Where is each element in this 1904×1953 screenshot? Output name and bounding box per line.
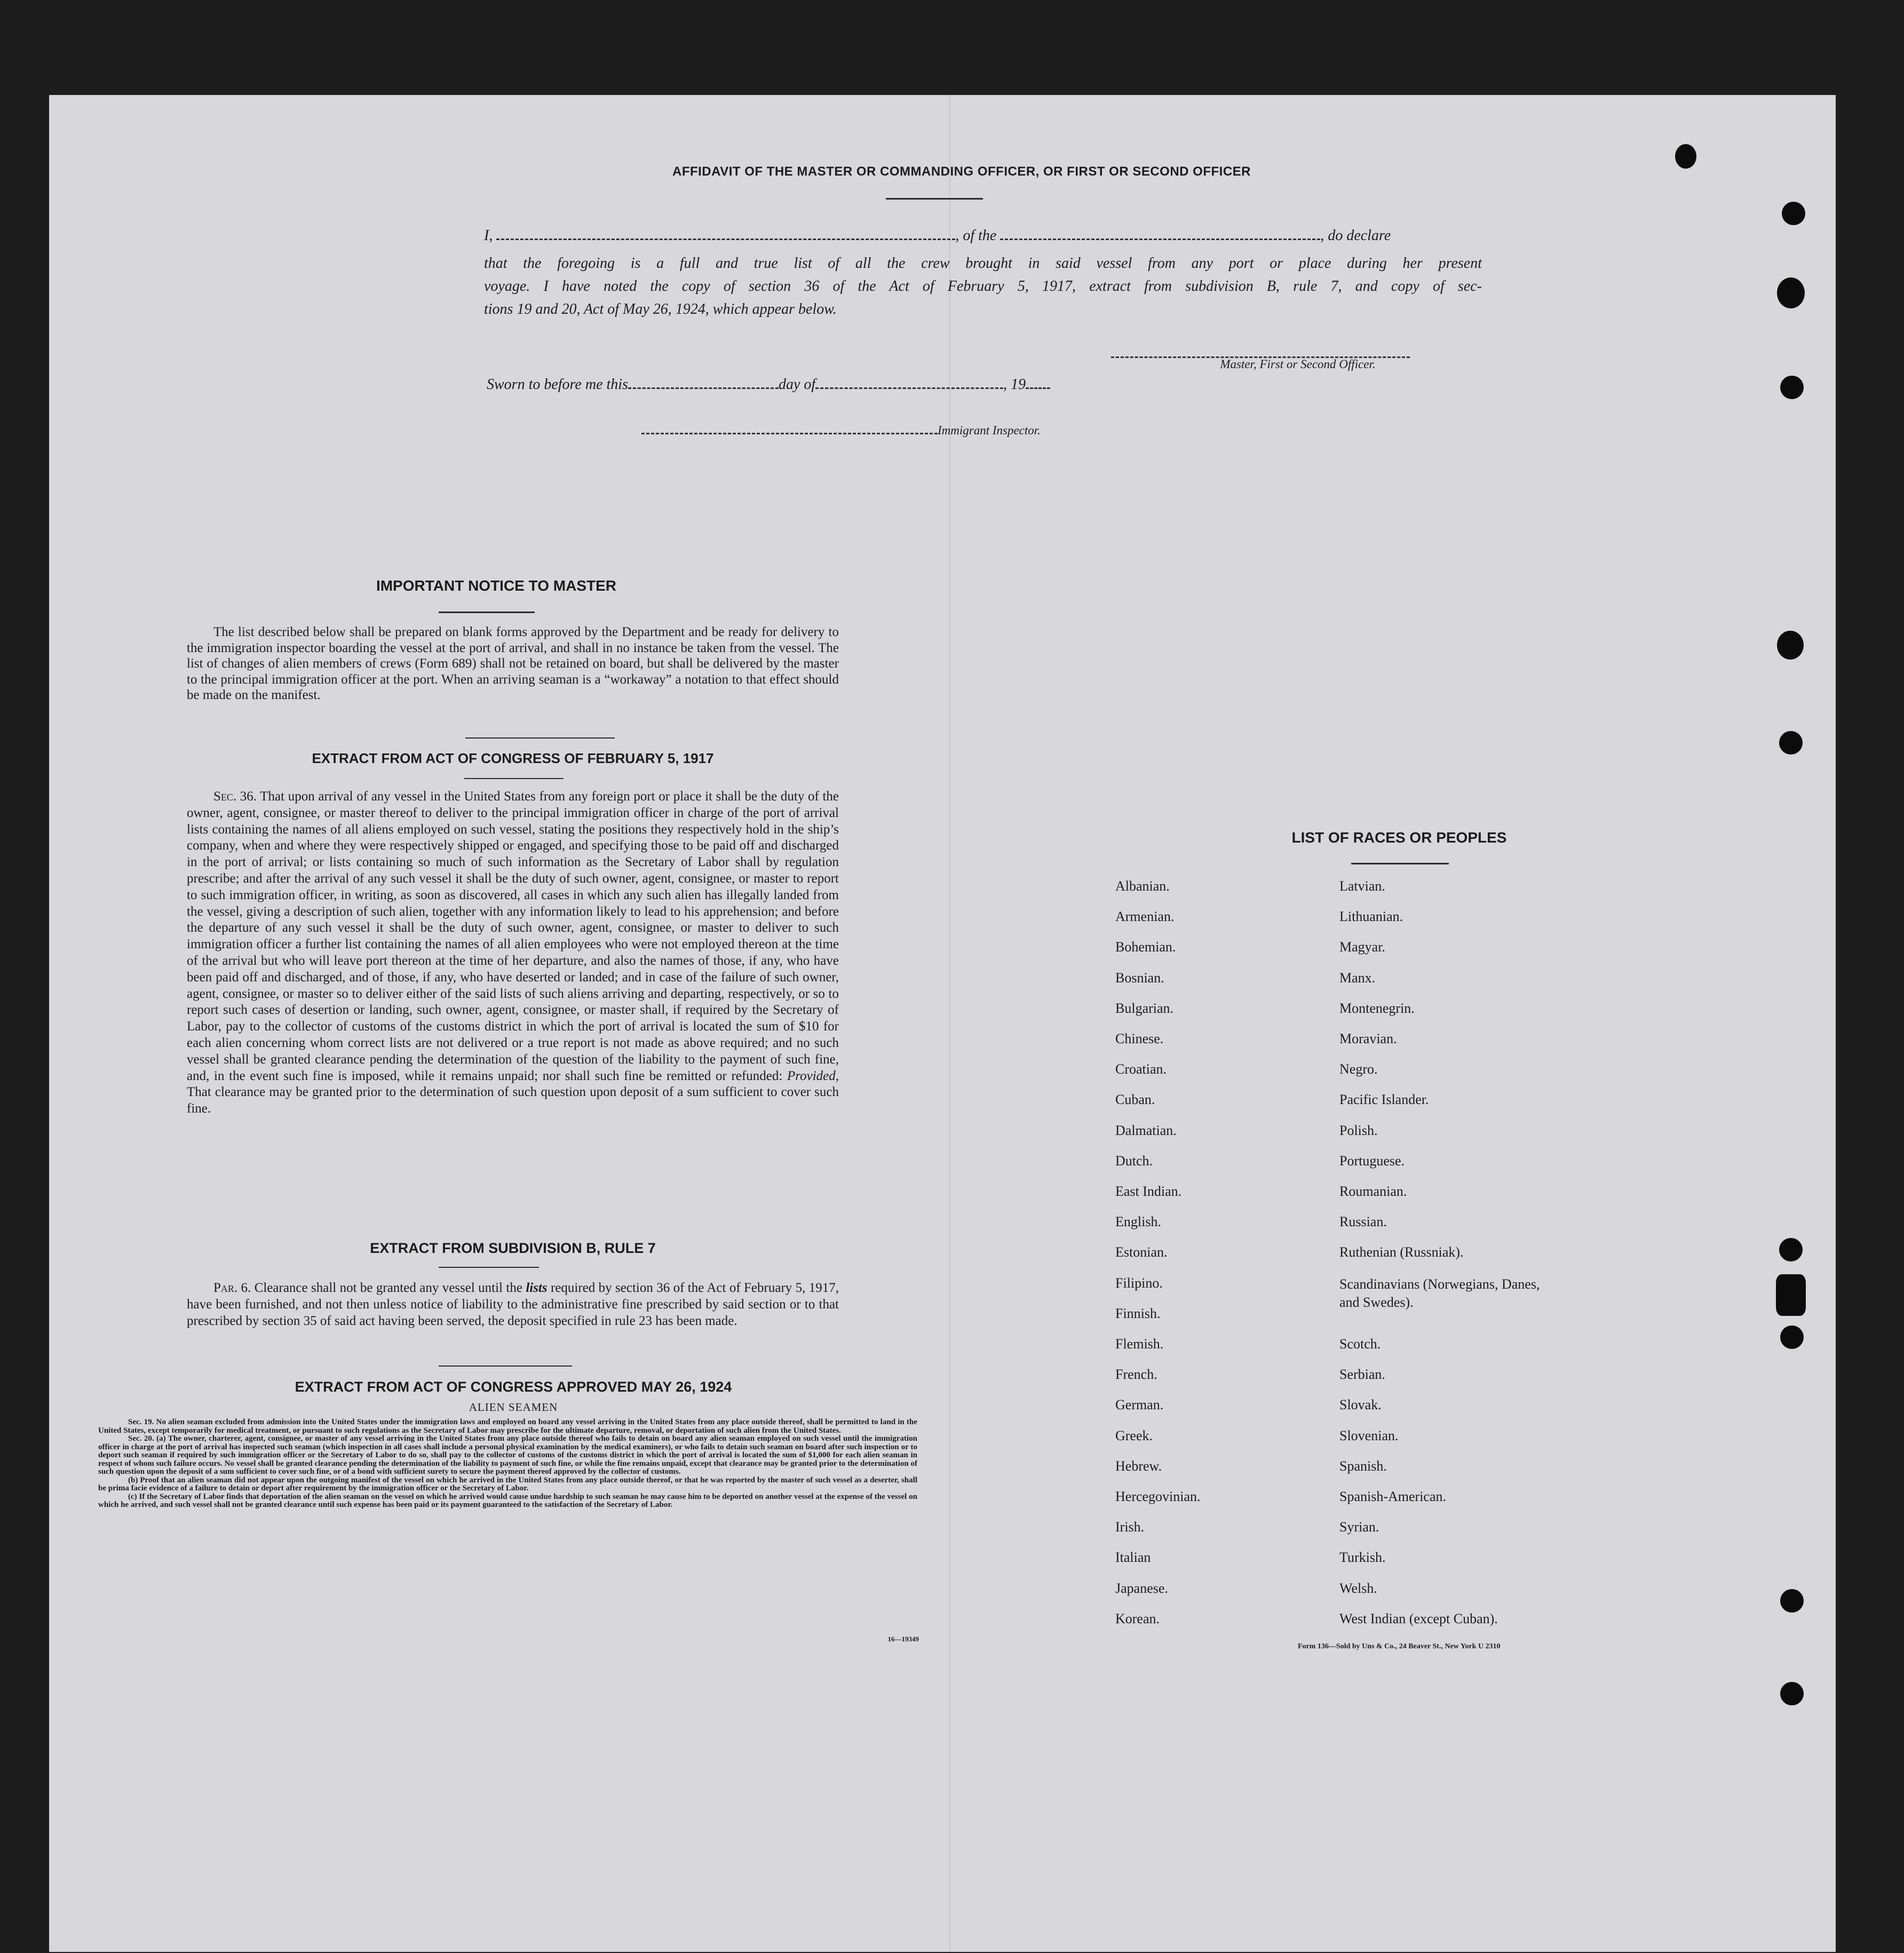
sec-36-text-a: That upon arrival of any vessel in the United States from any foreign port or place it shall be the duty of the owner, agent, consignee, or master thereof to deliver to the principal immigration officer in charge of the port of arrival lists containing the names of all aliens employed on such vessel, stating the positions they respectively hold in the ship’s company, when and where they were respectively shipped or engaged, and specifying those to be paid off and discharged in the port of arrival; or lists containing so much of such information as the Secretary of Labor shall by regulation prescribe; and after the arrival of any such vessel it shall be the duty of such owner, agent, consignee, or master to report to such immigration officer, in writing, as soon as discovered, all cases in which any such alien has illegally landed from the vessel, giving a description of such alien, together with any information likely to lead to his apprehension; and before the departure of any such vessel it shall be the duty of such owner, agent, consignee, or master to deliver to such immigration officer a further list containing the names of all alien employees who were not employed thereon at the time of the arrival but who will leave port thereon at the time of her departure, and also the names of those, if any, who have been paid off and discharged, and of those, if any, who have deserted or landed; and in case of the failure of such owner, agent, consignee, or master so to deliver either of the said lists of such aliens arriving and departing, respectively, or so to report such cases of desertion or landing, such owner, agent, consignee, or master shall, if required by the Secretary of Labor, pay to the collector of customs of the customs district in which the port of arrival is located the sum of $10 for each alien concerning whom correct lists are not delivered or a true report is not made as above required; and no such vessel shall be granted clearance pending the determination of the question of the liability to the payment of such fine, and, in the event such fine is imposed, while it remains unpaid; nor shall such fine be remitted or refunded: xyxy=(187,789,839,1083)
extract-rule7-title: EXTRACT FROM SUBDIVISION B, RULE 7 xyxy=(370,1240,656,1256)
title-underline xyxy=(886,198,983,200)
race-item: Portuguese. xyxy=(1339,1153,1405,1169)
master-signature-label: Master, First or Second Officer. xyxy=(1220,358,1376,371)
sworn-line xyxy=(487,376,1180,393)
par-6-text-b: required by section 36 of the Act of February 5, 1917, have been furnished, and not then unless notice of liability to the administrative fine prescribed by said section or to that prescribed by section 35 of said act having been served, the deposit specified in rule 23 has been made. xyxy=(187,1281,839,1328)
par-6-label: Par. 6. xyxy=(213,1281,251,1295)
race-item: Montenegrin. xyxy=(1339,1000,1415,1016)
sworn-month-blank xyxy=(815,377,1003,389)
punch-hole-icon xyxy=(1779,1238,1803,1261)
affidavit-declaration-line xyxy=(484,227,1482,244)
extract-1917-body xyxy=(187,789,839,1117)
race-item: French. xyxy=(1115,1367,1157,1383)
extract-rule7-body xyxy=(187,1280,839,1329)
sworn-year-blank xyxy=(1026,377,1050,389)
race-item: Irish. xyxy=(1115,1519,1145,1535)
race-item: Hebrew. xyxy=(1115,1458,1162,1474)
form-sold-note: Form 136—Sold by Uns & Co., 24 Beaver St., New York U 2310 xyxy=(1298,1642,1501,1650)
race-item: East Indian. xyxy=(1115,1184,1182,1199)
race-item: Serbian. xyxy=(1339,1367,1385,1383)
race-item: Scandinavians (Norwegians, Danes, and Swedes). xyxy=(1339,1276,1540,1310)
race-item: Croatian. xyxy=(1115,1061,1167,1077)
extract-1924-body xyxy=(98,1418,917,1510)
notice-title: IMPORTANT NOTICE TO MASTER xyxy=(376,577,617,594)
sworn-year-prefix: , 19 xyxy=(1003,376,1026,393)
race-item: Chinese. xyxy=(1115,1031,1164,1046)
par-6-text-a: Clearance shall not be granted any vessel until the xyxy=(254,1281,522,1295)
race-item: Welsh. xyxy=(1339,1580,1377,1596)
race-item: Slovak. xyxy=(1339,1397,1382,1413)
race-item: Russian. xyxy=(1339,1214,1387,1230)
declaration-of-the: , of the xyxy=(955,227,997,244)
punch-hole-icon xyxy=(1780,1682,1804,1705)
sworn-prefix: Sworn to before me this xyxy=(487,376,628,393)
race-item: Finnish. xyxy=(1115,1305,1161,1321)
punch-hole-icon xyxy=(1777,631,1804,660)
race-item: Pacific Islander. xyxy=(1339,1092,1429,1108)
extract-rule7-underline xyxy=(439,1267,539,1268)
race-item: Slovenian. xyxy=(1339,1427,1399,1443)
affidavit-line-4: tions 19 and 20, Act of May 26, 1924, which appear below. xyxy=(484,301,837,317)
race-item: Bohemian. xyxy=(1115,939,1176,955)
declaration-i: I, xyxy=(484,227,493,244)
punch-hole-icon xyxy=(1780,1325,1804,1349)
race-item: Albanian. xyxy=(1115,878,1170,894)
affidavit-title: AFFIDAVIT OF THE MASTER OR COMMANDING OFFICER, OR FIRST OR SECOND OFFICER xyxy=(672,164,1251,179)
race-item: Manx. xyxy=(1339,970,1376,986)
notice-separator xyxy=(465,737,615,739)
affidavit-line-2: that the foregoing is a full and true list of all the crew brought in said vessel from any port or place during her present xyxy=(484,255,1482,272)
inspector-label: Immigrant Inspector. xyxy=(938,424,1041,437)
race-item: Hercegovinian. xyxy=(1115,1489,1201,1504)
races-title-underline xyxy=(1351,863,1449,864)
punch-hole-icon xyxy=(1777,277,1805,308)
race-item: Filipino. xyxy=(1115,1275,1163,1291)
rule7-separator xyxy=(439,1365,572,1367)
race-item: Italian xyxy=(1115,1550,1151,1566)
vessel-blank xyxy=(1000,228,1320,240)
race-item: Flemish. xyxy=(1115,1336,1164,1352)
extract-1924-title: EXTRACT FROM ACT OF CONGRESS APPROVED MAY 26, 1924 xyxy=(295,1379,732,1395)
notice-body: The list described below shall be prepared on blank forms approved by the Department and be ready for delivery to the immigration inspector boarding the vessel at the port of arrival, and shall in no instance be taken from the vessel. The list of changes of alien members of crews (Form 689) shall not be retained on board, but shall be delivered by the master to the principal immigration officer at the port. When an arriving seaman is a “workaway” a notation to that effect should be made on the manifest. xyxy=(187,625,839,702)
sec-36-text-b: That clearance may be granted prior to the determination of such question upon deposit of a sum sufficient to cover such fine. xyxy=(187,1085,839,1116)
race-item: Turkish. xyxy=(1339,1550,1386,1566)
race-item: English. xyxy=(1115,1214,1161,1230)
document-page xyxy=(49,95,1836,1952)
sec-19-text: Sec. 19. No alien seaman excluded from admission into the United States under the immigration laws and employed on board any vessel arriving in the United States from any place outside thereof, shall be permitted to land in the United States, except temporarily for medical treatment, or pursuant to such regulations as the Secretary of Labor may prescribe for the ultimate departure, removal, or deportation of such alien from the United States. xyxy=(98,1418,917,1435)
race-item: Spanish-American. xyxy=(1339,1489,1447,1504)
race-item: Spanish. xyxy=(1339,1458,1387,1474)
master-signature-blank xyxy=(1111,346,1410,358)
punch-hole-icon xyxy=(1776,1274,1806,1316)
race-item: German. xyxy=(1115,1397,1164,1413)
punch-hole-icon xyxy=(1782,202,1805,225)
punch-hole-icon xyxy=(1780,1589,1804,1613)
punch-hole-icon xyxy=(1780,376,1804,399)
affidavit-line-3: voyage. I have noted the copy of section 36 of the Act of February 5, 1917, extract from subdivision B, rule 7, and copy of sec- xyxy=(484,278,1482,295)
punch-hole-icon xyxy=(1675,144,1696,169)
race-item: Lithuanian. xyxy=(1339,909,1403,925)
race-item: Moravian. xyxy=(1339,1031,1397,1046)
sworn-day-of: day of xyxy=(778,376,816,393)
race-item: Japanese. xyxy=(1115,1580,1168,1596)
center-fold xyxy=(949,95,951,1952)
punch-hole-icon xyxy=(1779,731,1803,755)
race-item: Armenian. xyxy=(1115,909,1175,925)
race-item: Dalmatian. xyxy=(1115,1122,1177,1138)
race-item: Ruthenian (Russniak). xyxy=(1339,1244,1464,1260)
lists-word: lists xyxy=(526,1281,548,1295)
race-item: Roumanian. xyxy=(1339,1184,1407,1199)
sec-20b-text: (b) Proof that an alien seaman did not appear upon the outgoing manifest of the vessel on which he arrived in the United States from any place outside thereof, or that he was reported by the master of such vessel as a deserter, shall be prima facie evidence of a failure to detain or deport after requirement by the immigration officer or the Secretary of Labor. xyxy=(98,1475,917,1492)
name-blank xyxy=(496,228,955,240)
extract-1917-title: EXTRACT FROM ACT OF CONGRESS OF FEBRUARY 5, 1917 xyxy=(312,750,714,766)
inspector-signature-blank xyxy=(641,422,938,434)
race-item: Syrian. xyxy=(1339,1519,1379,1535)
sworn-day-blank xyxy=(628,377,779,389)
race-item: Estonian. xyxy=(1115,1244,1168,1260)
sec-36-label: Sec. 36. xyxy=(213,789,257,804)
races-title: LIST OF RACES OR PEOPLES xyxy=(1291,829,1507,846)
race-item: Latvian. xyxy=(1339,878,1385,894)
race-item: Negro. xyxy=(1339,1061,1378,1077)
provided-word: Provided, xyxy=(787,1068,839,1083)
sec-20a-text: Sec. 20. (a) The owner, charterer, agent, consignee, or master of any vessel arriving in the United States from any place outside thereof who fails to detain on board any alien seaman employed on such vessel until the immigration officer in charge at the port of arrival has inspected such seaman (which inspection in all cases shall include a personal physical examination by the medical examiners), or who fails to detain such seaman on board after such inspection or to deport such seaman if required by such immigration officer or the Secretary of Labor to do so, shall pay to the collector of customs of the customs district in which the port of arrival is located the sum of $1,000 for each alien seaman in respect of whom such failure occurs. No vessel shall be granted clearance pending the determination of the liability to payment of such fine, or while the fine remains unpaid, except that clearance may be granted prior to the determination of such question upon the deposit of a sum sufficient to cover such fine, or of a bond with sufficient surety to secure the payment thereof approved by the collector of customs. xyxy=(98,1434,917,1476)
race-item: West Indian (except Cuban). xyxy=(1339,1610,1498,1626)
race-item: Magyar. xyxy=(1339,939,1385,955)
alien-seamen-subtitle: ALIEN SEAMEN xyxy=(469,1401,558,1414)
race-item: Greek. xyxy=(1115,1427,1153,1443)
form-code-19349: 16—19349 xyxy=(887,1635,919,1643)
inspector-line xyxy=(641,422,1122,438)
declaration-do-declare: , do declare xyxy=(1320,227,1391,244)
extract-1917-underline xyxy=(464,778,564,779)
sec-20c-text: (c) If the Secretary of Labor finds that deportation of the alien seaman on the vessel on which he arrived would cause undue hardship to such seaman he may cause him to be deported on another vessel at the expense of the vessel on which he arrived, and such vessel shall not be granted clearance until such expense has been paid or its payment guaranteed to the satisfaction of the Secretary of Labor. xyxy=(98,1492,917,1509)
race-item: Polish. xyxy=(1339,1122,1378,1138)
race-item: Dutch. xyxy=(1115,1153,1153,1169)
race-item: Cuban. xyxy=(1115,1092,1155,1108)
notice-title-underline xyxy=(439,612,535,613)
race-item: Bulgarian. xyxy=(1115,1000,1174,1016)
race-item: Korean. xyxy=(1115,1610,1160,1626)
race-item: Bosnian. xyxy=(1115,970,1164,986)
race-item: Scotch. xyxy=(1339,1336,1381,1352)
